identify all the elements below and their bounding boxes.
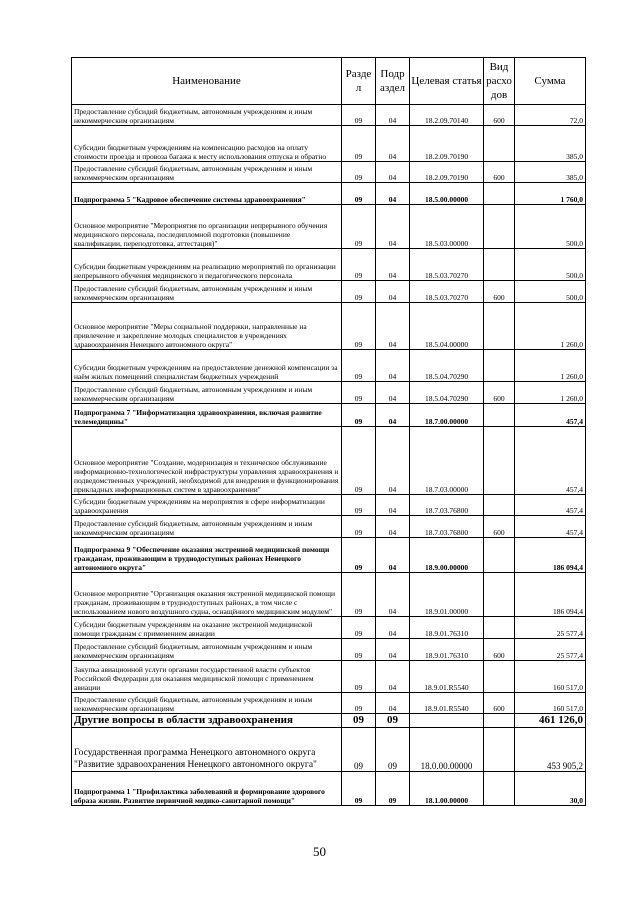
cell-name: Субсидии бюджетным учреждениям на реализацию мероприятий по организации непрерывного обучения медицинского и педагогического персонала xyxy=(72,249,342,281)
cell-razdel: 09 xyxy=(342,404,376,427)
cell-podrazdel: 04 xyxy=(376,538,410,573)
cell-razdel: 09 xyxy=(342,617,376,639)
cell-sum: 500,0 xyxy=(515,281,586,303)
cell-razdel: 09 xyxy=(342,162,376,183)
cell-vid xyxy=(484,404,515,427)
cell-target: 18.5.03.00000 xyxy=(410,205,484,249)
cell-name: Субсидии бюджетным учреждениям на мероприятия в сфере информатизации здравоохранения xyxy=(72,495,342,516)
cell-podrazdel: 04 xyxy=(376,573,410,617)
cell-sum: 457,4 xyxy=(515,427,586,495)
cell-target: 18.9.01.R5540 xyxy=(410,693,484,714)
cell-target: 18.9.01.00000 xyxy=(410,573,484,617)
cell-name: Предоставление субсидий бюджетным, автономным учреждениям и иным некоммерческим организациям xyxy=(72,693,342,714)
header-vid: Вид расхо дов xyxy=(484,58,515,105)
cell-name: Другие вопросы в области здравоохранения xyxy=(72,714,342,728)
cell-razdel: 09 xyxy=(342,639,376,661)
cell-podrazdel: 04 xyxy=(376,639,410,661)
table-row xyxy=(72,350,586,382)
cell-vid xyxy=(484,495,515,516)
cell-target: 18.7.03.76800 xyxy=(410,516,484,538)
cell-target: 18.2.09.70140 xyxy=(410,105,484,126)
cell-vid xyxy=(484,205,515,249)
table-row xyxy=(72,693,586,714)
cell-sum: 385,0 xyxy=(515,126,586,162)
cell-target: 18.5.04.00000 xyxy=(410,303,484,350)
cell-target: 18.5.04.70290 xyxy=(410,350,484,382)
cell-razdel: 09 xyxy=(342,772,376,806)
cell-razdel: 09 xyxy=(342,714,376,728)
cell-target: 18.7.00.00000 xyxy=(410,404,484,427)
header-razdel: Разде л xyxy=(342,58,376,105)
cell-name: Подпрограмма 5 "Кадровое обеспечение системы здравоохранения" xyxy=(72,183,342,205)
cell-vid: 600 xyxy=(484,162,515,183)
cell-name: Предоставление субсидий бюджетным, автономным учреждениям и иным некоммерческим организациям xyxy=(72,382,342,404)
table-row xyxy=(72,126,586,162)
cell-sum: 25 577,4 xyxy=(515,639,586,661)
cell-vid xyxy=(484,661,515,693)
cell-podrazdel: 04 xyxy=(376,183,410,205)
cell-target: 18.9.01.R5540 xyxy=(410,661,484,693)
cell-razdel: 09 xyxy=(342,495,376,516)
cell-name: Закупка авиационной услуги органами государственной власти субъектов Российской Федерации для оказания медицинской помощи с применением авиации xyxy=(72,661,342,693)
cell-target: 18.2.09.70190 xyxy=(410,162,484,183)
table-row xyxy=(72,427,586,495)
cell-vid xyxy=(484,183,515,205)
cell-target: 18.9.01.76310 xyxy=(410,639,484,661)
cell-target: 18.1.00.00000 xyxy=(410,772,484,806)
cell-razdel: 09 xyxy=(342,249,376,281)
cell-sum: 72,0 xyxy=(515,105,586,126)
cell-razdel: 09 xyxy=(342,303,376,350)
table-row xyxy=(72,661,586,693)
cell-sum: 500,0 xyxy=(515,249,586,281)
cell-razdel: 09 xyxy=(342,350,376,382)
cell-vid xyxy=(484,617,515,639)
cell-razdel: 09 xyxy=(342,382,376,404)
cell-podrazdel: 04 xyxy=(376,249,410,281)
cell-podrazdel: 09 xyxy=(376,772,410,806)
cell-razdel: 09 xyxy=(342,661,376,693)
cell-sum: 25 577,4 xyxy=(515,617,586,639)
cell-podrazdel: 09 xyxy=(376,714,410,728)
cell-vid xyxy=(484,714,515,728)
cell-target: 18.5.03.70270 xyxy=(410,249,484,281)
header-sum: Сумма xyxy=(515,58,586,105)
cell-sum: 457,4 xyxy=(515,516,586,538)
cell-razdel: 09 xyxy=(342,573,376,617)
cell-razdel: 09 xyxy=(342,126,376,162)
cell-name: Основное мероприятие "Меры социальной поддержки, направленные на привлечение и закрепление молодых специалистов в учреждениях здравоохранения Ненецкого автономного округа" xyxy=(72,303,342,350)
cell-target xyxy=(410,714,484,728)
cell-razdel: 09 xyxy=(342,205,376,249)
cell-name: Основное мероприятие "Мероприятия по организации непрерывного обучения медицинского персонала, последипломной подготовки (повышение квалификации, переподготовка, аттестация)" xyxy=(72,205,342,249)
table-row xyxy=(72,714,586,728)
cell-sum: 30,0 xyxy=(515,772,586,806)
cell-podrazdel: 04 xyxy=(376,617,410,639)
table-row xyxy=(72,728,586,772)
cell-vid: 600 xyxy=(484,105,515,126)
table-row xyxy=(72,281,586,303)
table-row xyxy=(72,538,586,573)
cell-vid xyxy=(484,728,515,772)
table-row xyxy=(72,495,586,516)
cell-sum: 1 760,0 xyxy=(515,183,586,205)
cell-vid: 600 xyxy=(484,382,515,404)
cell-name: Субсидии бюджетным учреждениям на оказание экстренной медицинской помощи гражданам с применением авиации xyxy=(72,617,342,639)
table-row xyxy=(72,516,586,538)
cell-target: 18.7.03.76800 xyxy=(410,495,484,516)
cell-podrazdel: 04 xyxy=(376,661,410,693)
table-row xyxy=(72,617,586,639)
cell-name: Предоставление субсидий бюджетным, автономным учреждениям и иным некоммерческим организациям xyxy=(72,281,342,303)
cell-vid xyxy=(484,427,515,495)
cell-razdel: 09 xyxy=(342,183,376,205)
cell-sum: 186 094,4 xyxy=(515,538,586,573)
table-row xyxy=(72,573,586,617)
cell-name: Подпрограмма 1 "Профилактика заболеваний и формирование здорового образа жизни. Развитие первичной медико-санитарной помощи" xyxy=(72,772,342,806)
table-row xyxy=(72,162,586,183)
cell-razdel: 09 xyxy=(342,427,376,495)
cell-vid: 600 xyxy=(484,693,515,714)
cell-podrazdel: 04 xyxy=(376,427,410,495)
budget-table xyxy=(71,57,586,806)
table-row xyxy=(72,183,586,205)
cell-sum: 500,0 xyxy=(515,205,586,249)
cell-vid: 600 xyxy=(484,639,515,661)
cell-razdel: 09 xyxy=(342,728,376,772)
cell-sum: 1 260,0 xyxy=(515,382,586,404)
cell-sum: 385,0 xyxy=(515,162,586,183)
table-row xyxy=(72,249,586,281)
cell-podrazdel: 04 xyxy=(376,382,410,404)
cell-vid: 600 xyxy=(484,516,515,538)
header-name: Наименование xyxy=(72,58,342,105)
cell-name: Предоставление субсидий бюджетным, автономным учреждениям и иным некоммерческим организациям xyxy=(72,639,342,661)
cell-razdel: 09 xyxy=(342,281,376,303)
cell-razdel: 09 xyxy=(342,693,376,714)
cell-podrazdel: 04 xyxy=(376,495,410,516)
header-podrazdel: Подр аздел xyxy=(376,58,410,105)
table-row xyxy=(72,772,586,806)
cell-name: Субсидии бюджетным учреждениям на предоставление денежной компенсации за наём жилых помещений специалистам бюджетных учреждений xyxy=(72,350,342,382)
table-row xyxy=(72,404,586,427)
cell-sum: 160 517,0 xyxy=(515,693,586,714)
cell-target: 18.9.00.00000 xyxy=(410,538,484,573)
cell-podrazdel: 04 xyxy=(376,105,410,126)
cell-sum: 457,4 xyxy=(515,404,586,427)
cell-podrazdel: 09 xyxy=(376,728,410,772)
table-row xyxy=(72,382,586,404)
cell-sum: 1 260,0 xyxy=(515,303,586,350)
cell-podrazdel: 04 xyxy=(376,162,410,183)
cell-vid xyxy=(484,350,515,382)
cell-razdel: 09 xyxy=(342,105,376,126)
table-body xyxy=(72,105,586,806)
cell-name: Государственная программа Ненецкого автономного округа "Развитие здравоохранения Ненецкого автономного округа" xyxy=(72,728,342,772)
cell-podrazdel: 04 xyxy=(376,404,410,427)
cell-name: Основное мероприятие "Создание, модернизация и техническое обслуживание информационно-технологической инфраструктуры управления здравоохранения и подведомственных учреждений, необходимой для внедрения и функционирования прикладных информационных систем в здравоохранении" xyxy=(72,427,342,495)
cell-name: Подпрограмма 7 "Информатизация здравоохранения, включая развитие телемедицины" xyxy=(72,404,342,427)
cell-sum: 457,4 xyxy=(515,495,586,516)
cell-name: Предоставление субсидий бюджетным, автономным учреждениям и иным некоммерческим организациям xyxy=(72,162,342,183)
cell-podrazdel: 04 xyxy=(376,693,410,714)
cell-vid xyxy=(484,772,515,806)
cell-vid xyxy=(484,538,515,573)
cell-target: 18.9.01.76310 xyxy=(410,617,484,639)
cell-sum: 160 517,0 xyxy=(515,661,586,693)
cell-podrazdel: 04 xyxy=(376,281,410,303)
cell-podrazdel: 04 xyxy=(376,303,410,350)
cell-target: 18.5.04.70290 xyxy=(410,382,484,404)
cell-sum: 461 126,0 xyxy=(515,714,586,728)
cell-razdel: 09 xyxy=(342,538,376,573)
cell-name: Основное мероприятие "Организация оказания экстренной медицинской помощи гражданам, проживающим в труднодоступных районах, в том числе с использованием нового воздушного судна, оснащённого медицинским модулем" xyxy=(72,573,342,617)
cell-vid xyxy=(484,249,515,281)
cell-podrazdel: 04 xyxy=(376,516,410,538)
table-header-row xyxy=(72,58,586,105)
cell-podrazdel: 04 xyxy=(376,350,410,382)
table-row xyxy=(72,205,586,249)
table-row xyxy=(72,303,586,350)
cell-target: 18.0.00.00000 xyxy=(410,728,484,772)
table-row xyxy=(72,105,586,126)
cell-name: Предоставление субсидий бюджетным, автономным учреждениям и иным некоммерческим организациям xyxy=(72,105,342,126)
cell-vid xyxy=(484,303,515,350)
header-target: Целевая статья xyxy=(410,58,484,105)
cell-vid: 600 xyxy=(484,281,515,303)
cell-target: 18.5.03.70270 xyxy=(410,281,484,303)
cell-sum: 1 260,0 xyxy=(515,350,586,382)
cell-name: Предоставление субсидий бюджетным, автономным учреждениям и иным некоммерческим организациям xyxy=(72,516,342,538)
cell-podrazdel: 04 xyxy=(376,126,410,162)
cell-sum: 186 094,4 xyxy=(515,573,586,617)
cell-vid xyxy=(484,126,515,162)
cell-name: Субсидии бюджетным учреждениям на компенсацию расходов на оплату стоимости проезда и провоза багажа к месту использования отпуска и обратно xyxy=(72,126,342,162)
cell-target: 18.2.09.70190 xyxy=(410,126,484,162)
page-number: 50 xyxy=(313,844,326,859)
cell-podrazdel: 04 xyxy=(376,205,410,249)
table-row xyxy=(72,639,586,661)
cell-name: Подпрограмма 9 "Обеспечение оказания экстренной медицинской помощи гражданам, проживающим в труднодоступных районах Ненецкого автономного округа" xyxy=(72,538,342,573)
cell-sum: 453 905,2 xyxy=(515,728,586,772)
cell-vid xyxy=(484,573,515,617)
cell-target: 18.7.03.00000 xyxy=(410,427,484,495)
cell-razdel: 09 xyxy=(342,516,376,538)
cell-target: 18.5.00.00000 xyxy=(410,183,484,205)
